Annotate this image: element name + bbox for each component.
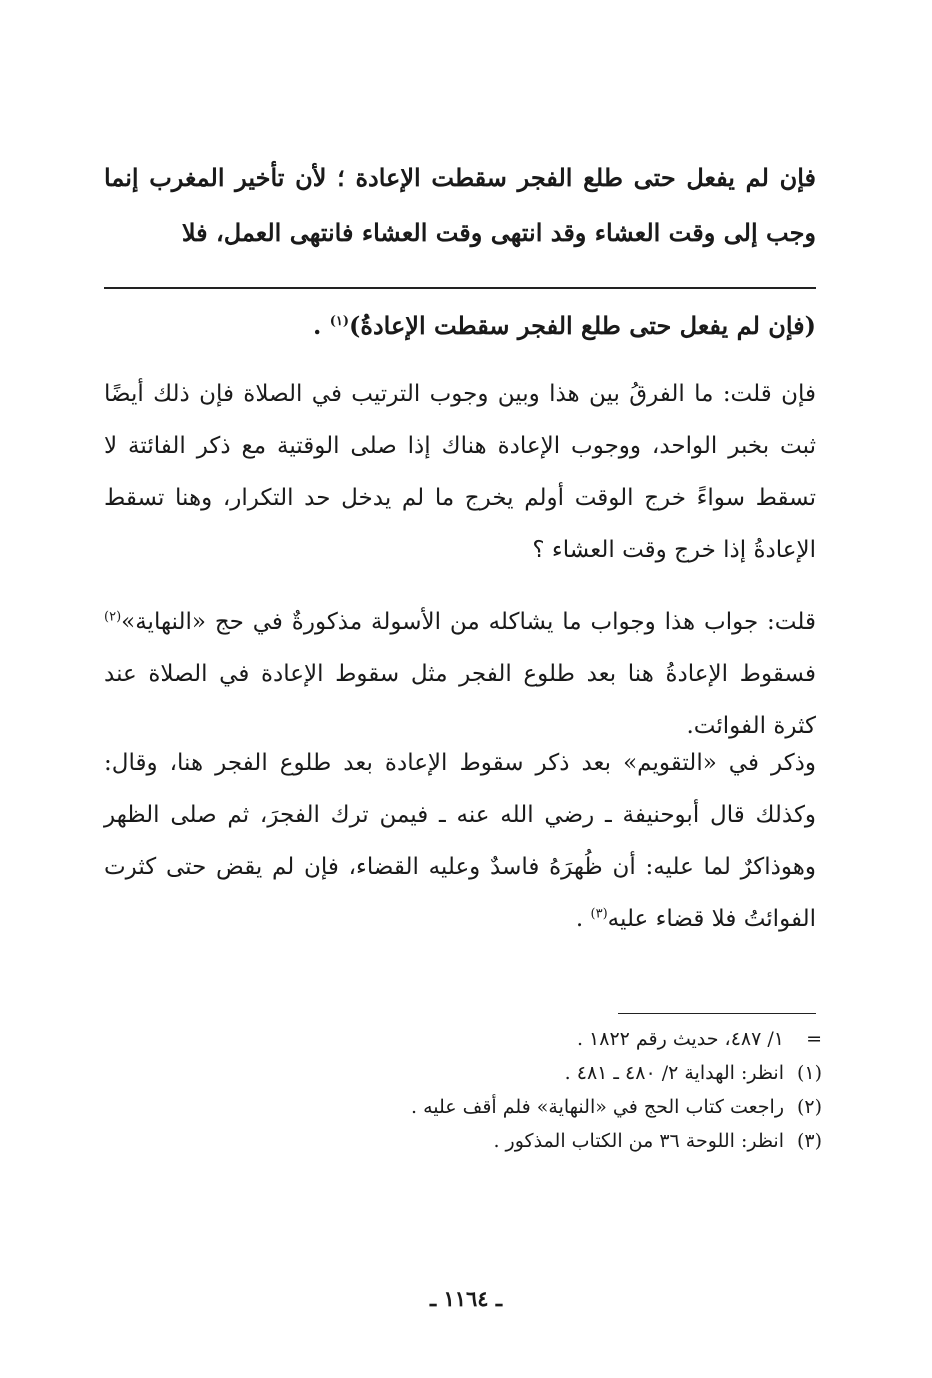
footnote-text: ١/ ٤٨٧، حديث رقم ١٨٢٢ . xyxy=(576,1028,784,1050)
footnote-3 xyxy=(122,1124,822,1158)
footnote-mark: (١) xyxy=(796,1062,822,1084)
footnote-2 xyxy=(122,1090,822,1124)
footnote-mark: (٣) xyxy=(796,1130,822,1152)
page-number: ـ ١١٦٤ ـ xyxy=(429,1286,503,1311)
footnote-continuation xyxy=(122,1022,822,1056)
footnote-mark: = xyxy=(806,1028,822,1050)
footnote-mark: (٢) xyxy=(796,1096,822,1118)
matn-end: . xyxy=(313,311,330,340)
footnote-text: انظر: الهداية ٢/ ٤٨٠ ـ ٤٨١ . xyxy=(564,1062,784,1084)
paragraph-answer-before: قلت: جواب هذا وجواب ما يشاكله من الأسولة مذكورةٌ في حج «النهاية» xyxy=(121,609,816,635)
paragraph-question: فإن قلت: ما الفرقُ بين هذا وبين وجوب الترتيب في الصلاة فإن ذلك أيضًا ثبت بخبر الواحد، ووجوب الإعادة هناك إذا صلى الوقتية مع ذكر الفائتة لا تسقط سواءً خرج الوقت أولم يخرج ما لم يدخل حد التكرار، وهنا تسقط الإعادةُ إذا خرج وقت العشاء ؟ xyxy=(104,381,816,563)
footnote-ref-1[interactable]: (١) xyxy=(329,314,350,329)
matn-text: (فإن لم يفعل حتى طلع الفجر سقطت الإعادةُ) xyxy=(349,311,816,340)
footnote-text: انظر: اللوحة ٣٦ من الكتاب المذكور . xyxy=(493,1130,784,1152)
top-divider xyxy=(104,287,816,289)
matn-quote xyxy=(104,300,816,352)
footnotes xyxy=(122,1022,822,1158)
paragraph-answer-after: فسقوط الإعادةُ هنا بعد طلوع الفجر مثل سقوط الإعادة في الصلاة عند كثرة الفوائت. xyxy=(104,661,816,739)
footnote-divider xyxy=(618,1013,816,1014)
commentary-top-text: فإن لم يفعل حتى طلع الفجر سقطت الإعادة ؛ لأن تأخير المغرب إنما وجب إلى وقت العشاء وقد انتهى وقت العشاء فانتهى العمل، فلا xyxy=(104,163,816,247)
paragraph-taqwim xyxy=(104,737,816,945)
footnote-text: راجعت كتاب الحج في «النهاية» فلم أقف عليه . xyxy=(410,1096,784,1118)
footnote-1 xyxy=(122,1056,822,1090)
paragraph-taqwim-before: وذكر في «التقويم» بعد ذكر سقوط الإعادة بعد طلوع الفجر هنا، وقال: وكذلك قال أبوحنيفة ـ رضي الله عنه ـ فيمن ترك الفجرَ، ثم صلى الظهر وهوذاكرٌ لما عليه: أن ظُهرَهُ فاسدٌ وعليه القضاء، فإن لم يقض حتى كثرت الفوائتُ فلا قضاء عليه xyxy=(104,750,817,932)
footnote-ref-2[interactable]: (٢) xyxy=(104,609,122,625)
paragraph-answer xyxy=(104,596,816,752)
paragraph-taqwim-after: . xyxy=(575,906,591,932)
footnote-ref-3[interactable]: (٣) xyxy=(590,906,608,922)
